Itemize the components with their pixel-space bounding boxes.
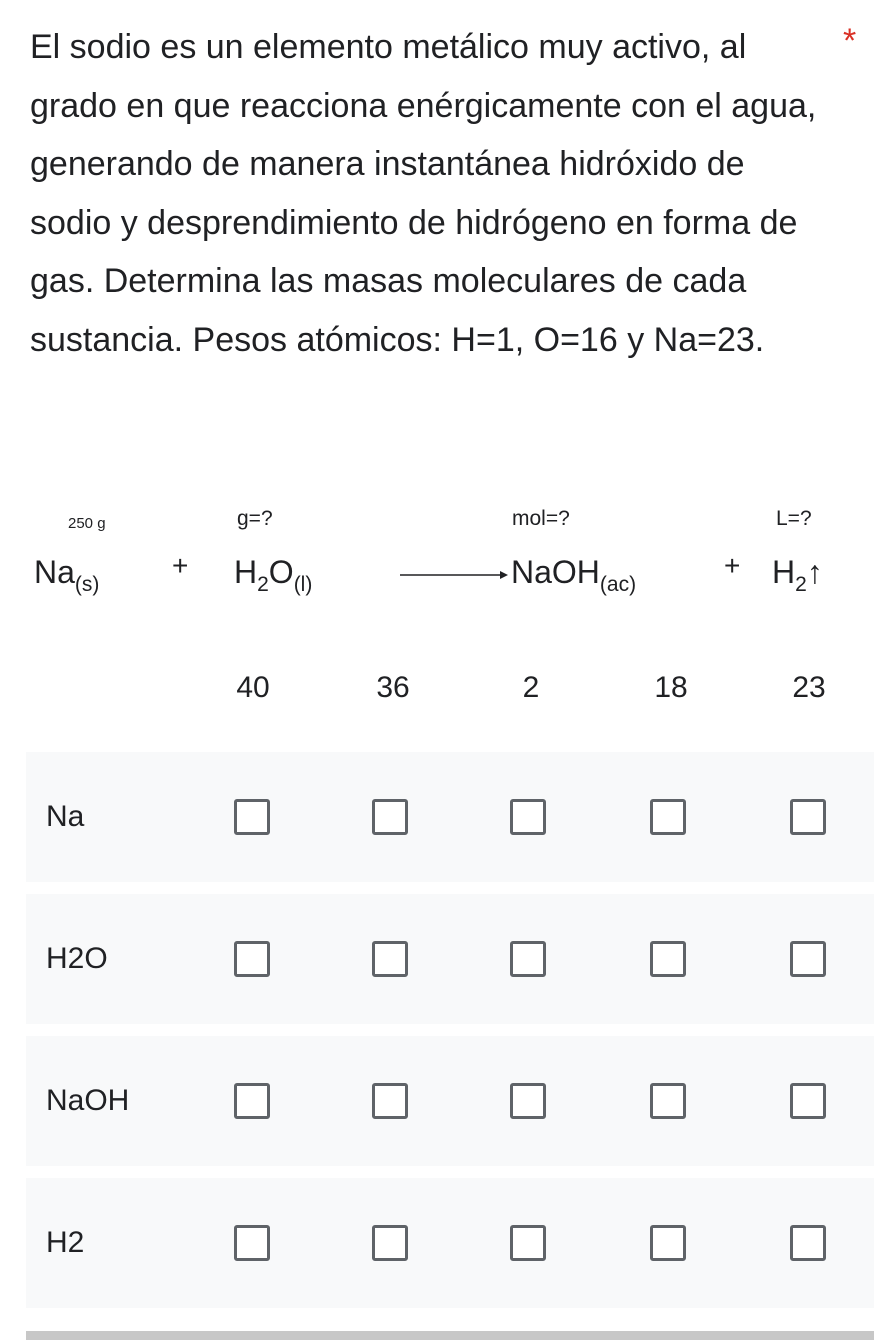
plus-sign-2: + — [724, 550, 741, 581]
grid-row-na — [26, 752, 874, 882]
horizontal-scrollbar[interactable] — [26, 1331, 874, 1340]
row-label: H2 — [46, 1226, 85, 1259]
checkbox[interactable] — [234, 1083, 270, 1119]
column-header: 18 — [654, 671, 688, 704]
reaction-arrow-icon — [400, 568, 508, 582]
h2-formula: $H_2↑$ — [772, 554, 823, 596]
h2-annotation: L=? — [776, 507, 812, 530]
question-text: El sodio es un elemento metálico muy activo, al grado en que reacciona enérgicamente con el agua, generando de manera instantánea hidróxido de sodio y desprendimiento de hidrógeno en forma de gas. Determina las masas moleculares de cada sustancia. Pesos atómicos: H=1, O=16 y Na=23. — [30, 28, 817, 359]
checkbox[interactable] — [650, 799, 686, 835]
checkbox[interactable] — [790, 799, 826, 835]
column-header: 2 — [522, 671, 540, 704]
grid-row-naoh — [26, 1036, 874, 1166]
naoh-annotation: mol=? — [512, 507, 570, 530]
h2o-annotation: g=? — [237, 507, 273, 530]
na-formula: $Na_{(s)}$ — [34, 554, 100, 596]
checkbox[interactable] — [372, 1083, 408, 1119]
checkbox[interactable] — [372, 941, 408, 977]
checkbox[interactable] — [510, 1083, 546, 1119]
h2o-formula: $H_2O_{(l)}$ — [234, 554, 313, 596]
required-asterisk: * — [843, 22, 857, 60]
checkbox[interactable] — [234, 1225, 270, 1261]
column-header: 23 — [792, 671, 826, 704]
row-label: Na — [46, 800, 85, 833]
checkbox[interactable] — [790, 1225, 826, 1261]
grid-row-h2o — [26, 894, 874, 1024]
checkbox[interactable] — [790, 1083, 826, 1119]
checkbox[interactable] — [510, 799, 546, 835]
checkbox[interactable] — [372, 1225, 408, 1261]
checkbox[interactable] — [650, 941, 686, 977]
checkbox[interactable] — [510, 941, 546, 977]
checkbox[interactable] — [510, 1225, 546, 1261]
column-header: 36 — [376, 671, 410, 704]
checkbox[interactable] — [234, 799, 270, 835]
checkbox[interactable] — [650, 1083, 686, 1119]
row-label: NaOH — [46, 1084, 130, 1117]
up-arrow-icon: ↑ — [806, 554, 823, 590]
naoh-formula: NaOH$_{(ac)}$ — [511, 554, 637, 596]
row-label: H2O — [46, 942, 108, 975]
checkbox[interactable] — [372, 799, 408, 835]
grid-row-h2 — [26, 1178, 874, 1308]
plus-sign: + — [172, 550, 189, 581]
checkbox[interactable] — [234, 941, 270, 977]
checkbox[interactable] — [650, 1225, 686, 1261]
na-mass-annotation: 250 g — [68, 515, 106, 532]
column-header: 40 — [236, 671, 270, 704]
checkbox[interactable] — [790, 941, 826, 977]
